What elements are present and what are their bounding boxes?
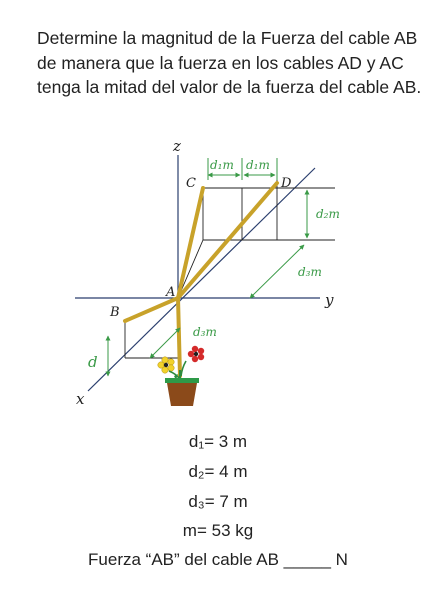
x-axis-label: x <box>76 390 85 408</box>
point-D-label: D <box>281 176 292 191</box>
given-d1: d₁= 3 m <box>188 432 248 451</box>
red-flower-icon <box>188 346 204 362</box>
cable-force-diagram <box>70 138 370 413</box>
dim-d1-right-label: d₁m <box>246 158 270 172</box>
cable-load <box>178 298 180 376</box>
y-axis-label: y <box>325 291 334 309</box>
yellow-flower-icon <box>158 357 174 373</box>
point-A-label: A <box>166 285 176 300</box>
answer-prompt <box>0 550 436 570</box>
point-B-label: B <box>110 305 120 320</box>
dim-d3-lower-label: d₃m <box>193 325 217 339</box>
given-d2: d₂= 4 m <box>188 462 248 481</box>
answer-unit: N <box>335 550 348 569</box>
problem-statement: Determine la magnitud de la Fuerza del cable AB de manera que la fuerza en los cables AD y AC tenga la mitad del valor de la fuerza del cable AB. <box>37 28 422 97</box>
answer-blank[interactable]: _____ <box>283 550 331 569</box>
dim-d3-upper-label: d₃m <box>298 265 322 279</box>
pot-body <box>167 383 197 406</box>
cable-AB <box>125 298 178 321</box>
pot-rim <box>165 378 199 383</box>
answer-label: Fuerza “AB” del cable AB <box>88 550 279 569</box>
z-axis-label: z <box>173 138 181 155</box>
dim-d2-label: d₂m <box>316 207 340 221</box>
point-C-label: C <box>186 176 196 191</box>
dim-d-label: d <box>88 353 98 371</box>
given-d3: d₃= 7 m <box>188 492 248 511</box>
given-mass: m= 53 kg <box>182 521 254 540</box>
dim-d1-left-label: d₁m <box>210 158 234 172</box>
